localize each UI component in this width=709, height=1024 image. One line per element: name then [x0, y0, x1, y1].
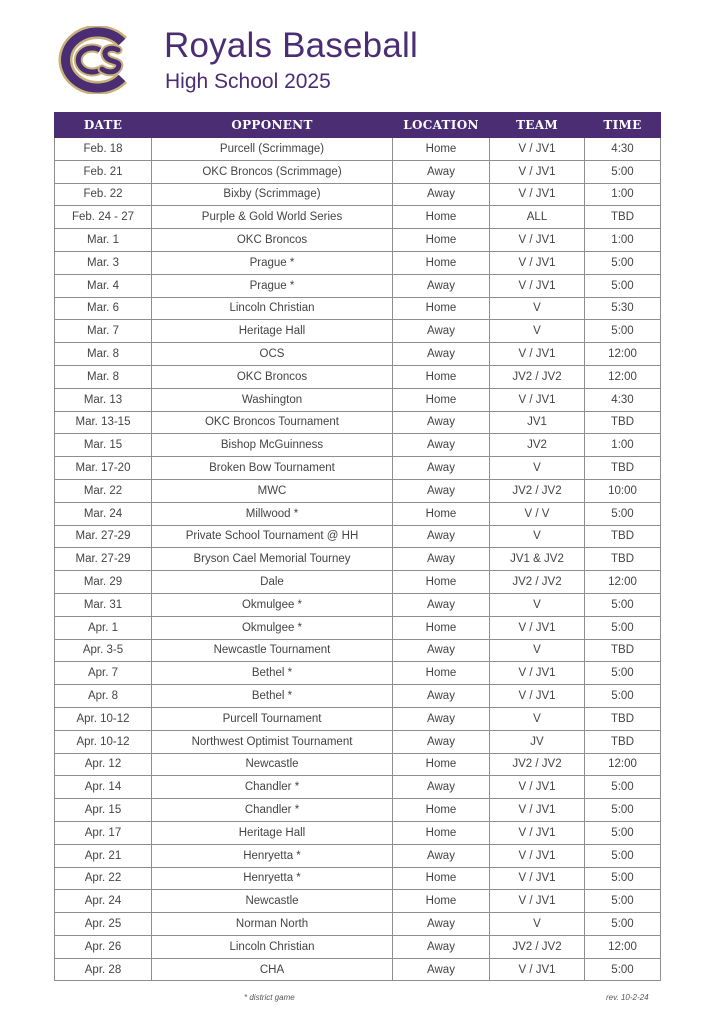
opponent-cell: OKC Broncos (Scrimmage)	[152, 160, 393, 183]
opponent-cell: Purcell (Scrimmage)	[152, 138, 393, 161]
team-cell: JV2 / JV2	[490, 571, 585, 594]
team-cell: V / JV1	[490, 388, 585, 411]
location-cell: Away	[393, 434, 490, 457]
team-cell: V / JV1	[490, 160, 585, 183]
time-cell: 5:00	[585, 274, 661, 297]
time-cell: TBD	[585, 525, 661, 548]
date-cell: Mar. 4	[55, 274, 152, 297]
opponent-cell: OKC Broncos	[152, 229, 393, 252]
time-cell: TBD	[585, 457, 661, 480]
team-cell: V / JV1	[490, 616, 585, 639]
date-cell: Apr. 7	[55, 662, 152, 685]
time-cell: 4:30	[585, 388, 661, 411]
table-row	[55, 160, 661, 183]
date-cell: Apr. 8	[55, 685, 152, 708]
opponent-cell: Norman North	[152, 913, 393, 936]
date-cell: Mar. 8	[55, 365, 152, 388]
table-row	[55, 251, 661, 274]
date-cell: Mar. 15	[55, 434, 152, 457]
time-cell: 5:00	[585, 844, 661, 867]
location-cell: Home	[393, 662, 490, 685]
table-row	[55, 616, 661, 639]
team-cell: V	[490, 707, 585, 730]
time-cell: 5:00	[585, 616, 661, 639]
date-cell: Feb. 24 - 27	[55, 206, 152, 229]
location-cell: Away	[393, 274, 490, 297]
team-cell: V / JV1	[490, 890, 585, 913]
table-row	[55, 593, 661, 616]
date-cell: Mar. 13-15	[55, 411, 152, 434]
opponent-cell: Henryetta *	[152, 867, 393, 890]
opponent-cell: Millwood *	[152, 502, 393, 525]
team-cell: V	[490, 913, 585, 936]
location-cell: Away	[393, 479, 490, 502]
table-row	[55, 183, 661, 206]
location-cell: Away	[393, 320, 490, 343]
ocs-logo	[52, 26, 136, 94]
team-cell: JV2 / JV2	[490, 753, 585, 776]
time-cell: 4:30	[585, 138, 661, 161]
opponent-cell: Newcastle Tournament	[152, 639, 393, 662]
date-cell: Apr. 28	[55, 958, 152, 981]
date-cell: Apr. 10-12	[55, 730, 152, 753]
team-cell: V / JV1	[490, 229, 585, 252]
team-cell: V / JV1	[490, 799, 585, 822]
column-header-time: TIME	[585, 113, 661, 138]
opponent-cell: MWC	[152, 479, 393, 502]
location-cell: Home	[393, 206, 490, 229]
time-cell: 5:00	[585, 867, 661, 890]
location-cell: Home	[393, 365, 490, 388]
opponent-cell: Purple & Gold World Series	[152, 206, 393, 229]
date-cell: Apr. 12	[55, 753, 152, 776]
team-cell: V / JV1	[490, 776, 585, 799]
location-cell: Away	[393, 685, 490, 708]
table-header-row	[55, 113, 661, 138]
opponent-cell: CHA	[152, 958, 393, 981]
time-cell: 12:00	[585, 343, 661, 366]
table-row	[55, 138, 661, 161]
opponent-cell: OKC Broncos	[152, 365, 393, 388]
location-cell: Away	[393, 913, 490, 936]
table-row	[55, 707, 661, 730]
time-cell: 5:00	[585, 913, 661, 936]
page-title: Royals Baseball	[164, 26, 418, 65]
opponent-cell: Newcastle	[152, 753, 393, 776]
date-cell: Mar. 7	[55, 320, 152, 343]
team-cell: V	[490, 297, 585, 320]
team-cell: V / JV1	[490, 662, 585, 685]
team-cell: V	[490, 457, 585, 480]
time-cell: 12:00	[585, 365, 661, 388]
table-row	[55, 502, 661, 525]
location-cell: Home	[393, 229, 490, 252]
time-cell: TBD	[585, 206, 661, 229]
table-row	[55, 457, 661, 480]
table-row	[55, 730, 661, 753]
date-cell: Feb. 21	[55, 160, 152, 183]
time-cell: 5:30	[585, 297, 661, 320]
opponent-cell: Okmulgee *	[152, 616, 393, 639]
time-cell: 1:00	[585, 229, 661, 252]
date-cell: Mar. 24	[55, 502, 152, 525]
time-cell: TBD	[585, 639, 661, 662]
column-header-date: DATE	[55, 113, 152, 138]
team-cell: V / V	[490, 502, 585, 525]
time-cell: 5:00	[585, 799, 661, 822]
time-cell: TBD	[585, 548, 661, 571]
opponent-cell: Henryetta *	[152, 844, 393, 867]
location-cell: Away	[393, 343, 490, 366]
location-cell: Away	[393, 958, 490, 981]
opponent-cell: Washington	[152, 388, 393, 411]
page-subtitle: High School 2025	[165, 70, 331, 93]
date-cell: Apr. 17	[55, 821, 152, 844]
location-cell: Home	[393, 502, 490, 525]
time-cell: 5:00	[585, 662, 661, 685]
opponent-cell: Broken Bow Tournament	[152, 457, 393, 480]
team-cell: V / JV1	[490, 343, 585, 366]
table-row	[55, 434, 661, 457]
table-row	[55, 548, 661, 571]
location-cell: Home	[393, 616, 490, 639]
opponent-cell: Bixby (Scrimmage)	[152, 183, 393, 206]
team-cell: V	[490, 320, 585, 343]
location-cell: Away	[393, 776, 490, 799]
location-cell: Home	[393, 799, 490, 822]
table-row	[55, 935, 661, 958]
time-cell: TBD	[585, 411, 661, 434]
table-row	[55, 343, 661, 366]
header	[52, 22, 672, 102]
date-cell: Apr. 26	[55, 935, 152, 958]
team-cell: JV2	[490, 434, 585, 457]
team-cell: V / JV1	[490, 183, 585, 206]
opponent-cell: Bishop McGuinness	[152, 434, 393, 457]
date-cell: Apr. 10-12	[55, 707, 152, 730]
opponent-cell: Bethel *	[152, 685, 393, 708]
date-cell: Mar. 8	[55, 343, 152, 366]
team-cell: V	[490, 525, 585, 548]
location-cell: Away	[393, 593, 490, 616]
location-cell: Away	[393, 525, 490, 548]
date-cell: Apr. 21	[55, 844, 152, 867]
location-cell: Home	[393, 821, 490, 844]
time-cell: 5:00	[585, 593, 661, 616]
time-cell: 12:00	[585, 935, 661, 958]
team-cell: V / JV1	[490, 821, 585, 844]
table-row	[55, 844, 661, 867]
table-row	[55, 821, 661, 844]
table-row	[55, 229, 661, 252]
time-cell: 10:00	[585, 479, 661, 502]
location-cell: Away	[393, 935, 490, 958]
location-cell: Home	[393, 890, 490, 913]
location-cell: Away	[393, 639, 490, 662]
location-cell: Away	[393, 160, 490, 183]
table-row	[55, 867, 661, 890]
table-row	[55, 571, 661, 594]
date-cell: Apr. 14	[55, 776, 152, 799]
date-cell: Feb. 18	[55, 138, 152, 161]
location-cell: Away	[393, 457, 490, 480]
date-cell: Apr. 15	[55, 799, 152, 822]
location-cell: Away	[393, 411, 490, 434]
time-cell: 5:00	[585, 251, 661, 274]
revision-date: rev. 10-2-24	[606, 993, 649, 1002]
column-header-team: TEAM	[490, 113, 585, 138]
column-header-location: LOCATION	[393, 113, 490, 138]
team-cell: JV	[490, 730, 585, 753]
opponent-cell: Prague *	[152, 274, 393, 297]
table-row	[55, 913, 661, 936]
time-cell: 5:00	[585, 160, 661, 183]
time-cell: TBD	[585, 730, 661, 753]
team-cell: JV1	[490, 411, 585, 434]
time-cell: 12:00	[585, 753, 661, 776]
table-row	[55, 685, 661, 708]
table-row	[55, 639, 661, 662]
opponent-cell: Northwest Optimist Tournament	[152, 730, 393, 753]
location-cell: Away	[393, 183, 490, 206]
table-row	[55, 297, 661, 320]
table-row	[55, 206, 661, 229]
location-cell: Away	[393, 730, 490, 753]
time-cell: 5:00	[585, 502, 661, 525]
opponent-cell: OKC Broncos Tournament	[152, 411, 393, 434]
opponent-cell: Bryson Cael Memorial Tourney	[152, 548, 393, 571]
time-cell: 5:00	[585, 685, 661, 708]
location-cell: Home	[393, 571, 490, 594]
time-cell: 5:00	[585, 890, 661, 913]
table-row	[55, 365, 661, 388]
date-cell: Mar. 27-29	[55, 525, 152, 548]
date-cell: Mar. 29	[55, 571, 152, 594]
location-cell: Away	[393, 548, 490, 571]
location-cell: Home	[393, 251, 490, 274]
date-cell: Mar. 3	[55, 251, 152, 274]
team-cell: JV2 / JV2	[490, 365, 585, 388]
time-cell: TBD	[585, 707, 661, 730]
location-cell: Home	[393, 388, 490, 411]
location-cell: Home	[393, 297, 490, 320]
date-cell: Apr. 25	[55, 913, 152, 936]
location-cell: Home	[393, 867, 490, 890]
opponent-cell: Lincoln Christian	[152, 935, 393, 958]
table-row	[55, 320, 661, 343]
time-cell: 5:00	[585, 821, 661, 844]
opponent-cell: Prague *	[152, 251, 393, 274]
table-row	[55, 662, 661, 685]
team-cell: ALL	[490, 206, 585, 229]
time-cell: 12:00	[585, 571, 661, 594]
team-cell: V	[490, 639, 585, 662]
table-row	[55, 753, 661, 776]
date-cell: Feb. 22	[55, 183, 152, 206]
team-cell: V / JV1	[490, 251, 585, 274]
date-cell: Mar. 6	[55, 297, 152, 320]
date-cell: Apr. 3-5	[55, 639, 152, 662]
district-game-footnote: * district game	[244, 993, 295, 1002]
location-cell: Home	[393, 138, 490, 161]
team-cell: JV2 / JV2	[490, 935, 585, 958]
team-cell: V / JV1	[490, 844, 585, 867]
opponent-cell: Dale	[152, 571, 393, 594]
date-cell: Apr. 24	[55, 890, 152, 913]
team-cell: V / JV1	[490, 274, 585, 297]
time-cell: 1:00	[585, 434, 661, 457]
team-cell: V / JV1	[490, 867, 585, 890]
date-cell: Mar. 31	[55, 593, 152, 616]
opponent-cell: Purcell Tournament	[152, 707, 393, 730]
table-row	[55, 958, 661, 981]
date-cell: Mar. 17-20	[55, 457, 152, 480]
date-cell: Mar. 13	[55, 388, 152, 411]
opponent-cell: OCS	[152, 343, 393, 366]
table-row	[55, 274, 661, 297]
table-row	[55, 890, 661, 913]
opponent-cell: Okmulgee *	[152, 593, 393, 616]
column-header-opponent: OPPONENT	[152, 113, 393, 138]
time-cell: 5:00	[585, 958, 661, 981]
opponent-cell: Private School Tournament @ HH	[152, 525, 393, 548]
team-cell: V	[490, 593, 585, 616]
location-cell: Away	[393, 707, 490, 730]
table-row	[55, 479, 661, 502]
date-cell: Mar. 22	[55, 479, 152, 502]
table-row	[55, 411, 661, 434]
table-row	[55, 525, 661, 548]
team-cell: JV2 / JV2	[490, 479, 585, 502]
date-cell: Apr. 1	[55, 616, 152, 639]
opponent-cell: Heritage Hall	[152, 821, 393, 844]
team-cell: JV1 & JV2	[490, 548, 585, 571]
team-cell: V / JV1	[490, 138, 585, 161]
team-cell: V / JV1	[490, 685, 585, 708]
table-row	[55, 388, 661, 411]
opponent-cell: Chandler *	[152, 776, 393, 799]
opponent-cell: Lincoln Christian	[152, 297, 393, 320]
date-cell: Apr. 22	[55, 867, 152, 890]
time-cell: 1:00	[585, 183, 661, 206]
opponent-cell: Newcastle	[152, 890, 393, 913]
location-cell: Home	[393, 753, 490, 776]
time-cell: 5:00	[585, 776, 661, 799]
opponent-cell: Heritage Hall	[152, 320, 393, 343]
team-cell: V / JV1	[490, 958, 585, 981]
location-cell: Away	[393, 844, 490, 867]
schedule-table	[54, 112, 661, 981]
date-cell: Mar. 27-29	[55, 548, 152, 571]
opponent-cell: Chandler *	[152, 799, 393, 822]
date-cell: Mar. 1	[55, 229, 152, 252]
table-row	[55, 799, 661, 822]
table-row	[55, 776, 661, 799]
opponent-cell: Bethel *	[152, 662, 393, 685]
time-cell: 5:00	[585, 320, 661, 343]
